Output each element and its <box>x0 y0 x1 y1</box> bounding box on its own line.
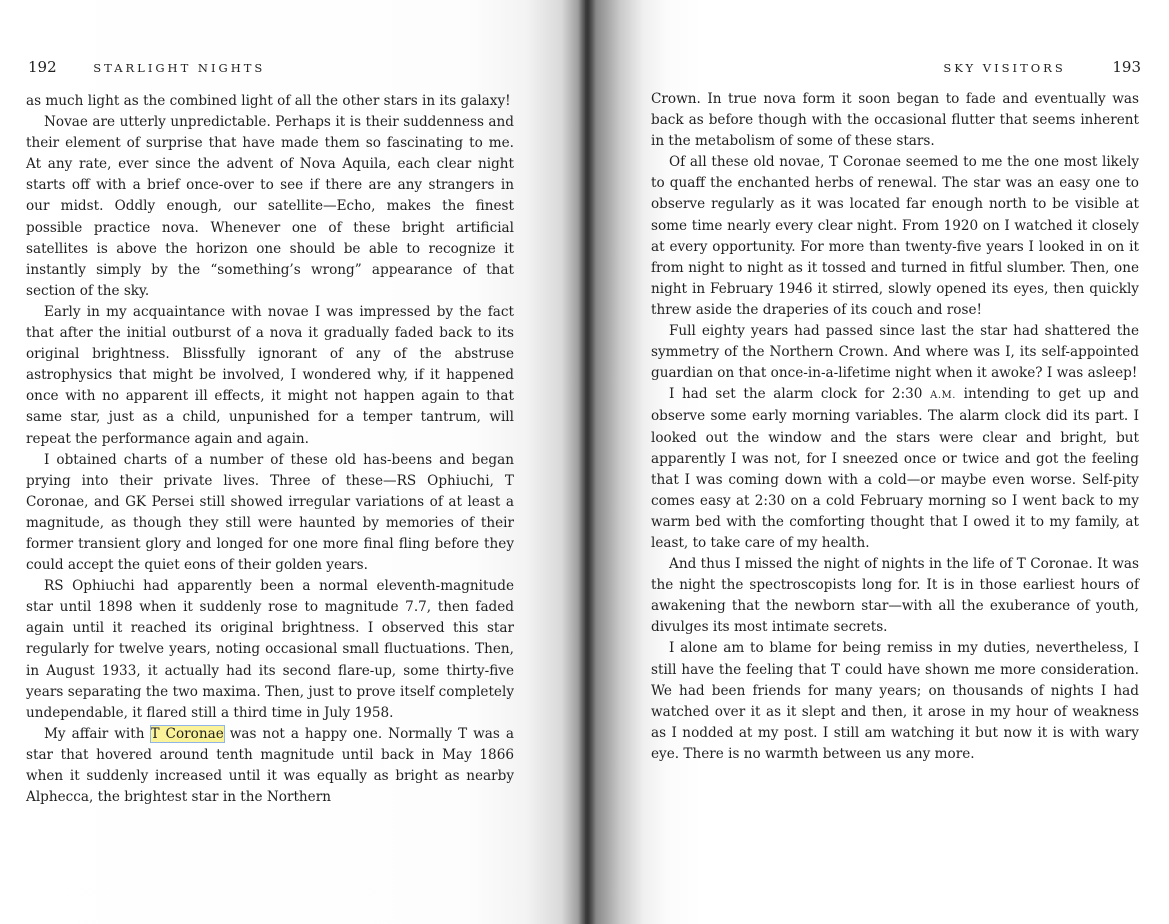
right-paragraph-2: Of all these old novae, T Coronae seemed to me the one most likely to quaff the enchanted herbs of renewal. The star was an easy one to observe regularly as it was located far enough north to be visible at some time nearly every clear night. From 1920 on I watched it closely at every opportunity. For more than twenty-five years I looked in on it from night to night as it tossed and turned in fitful slumber. Then, one night in February 1946 it stirred, slowly opened its eyes, then quickly threw aside the draperies of its couch and rose! <box>651 154 1139 318</box>
right-paragraph-6: I alone am to blame for being remiss in my duties, nevertheless, I still have the feeling that T could have shown me more consideration. We had been friends for many years; on thousands of nights I had watched over it as it slept and then, it arose in my hour of weakness as I nodded at my post. I still am watching it but now it is with wary eye. There is no warmth between us any more. <box>651 640 1139 762</box>
left-paragraph-6-start: My affair with <box>44 725 151 742</box>
right-paragraph-1: Crown. In true nova form it soon began to fade and eventually was back as before though with the occasional flutter that seems inherent in the metabolism of some of these stars. <box>651 91 1139 150</box>
right-paragraph-4 <box>651 384 1139 554</box>
right-page-header <box>641 58 1141 76</box>
left-paragraph-5: RS Ophiuchi had apparently been a normal eleventh-magnitude star until 1898 when it suddenly rose to magnitude 7.7, then faded again until it reached its original brightness. I observed this star regularly for twelve years, noting occasional small fluctuations. Then, in August 1933, it actually had its second flare-up, some thirty-five years separating the two maxima. Then, just to prove itself completely undependable, it flared still a third time in July 1958. <box>26 578 514 721</box>
right-page-number: 193 <box>1112 58 1141 76</box>
left-paragraph-2: Novae are utterly unpredictable. Perhaps it is their suddenness and their element of surprise that have made them so fascinating to me. At any rate, ever since the advent of Nova Aquila, each clear night starts off with a brief once-over to see if there are any strangers in our midst. Oddly enough, our satellite—Echo, makes the finest possible practice nova. Whenever one of these bright artificial satellites is above the horizon one should be able to recognize it instantly simply by the “something’s wrong” appearance of that section of the sky. <box>26 114 514 299</box>
left-page-header <box>28 58 528 76</box>
left-paragraph-6 <box>26 724 514 808</box>
left-page-body <box>26 91 514 808</box>
book-gutter-shadow <box>578 0 596 924</box>
left-paragraph-1: as much light as the combined light of all the other stars in its galaxy! <box>26 93 511 109</box>
left-paragraph-4: I obtained charts of a number of these old has-beens and began prying into their private lives. Three of these—RS Ophiuchi, T Coronae, and GK Persei still showed irregular variations of at least a magnitude, as though they still were haunted by memories of their former transient glory and longed for one more final fling before they could accept the quiet eons of their golden years. <box>26 451 514 574</box>
left-paragraph-3: Early in my acquaintance with novae I was impressed by the fact that after the initial outburst of a nova it gradually faded back to its original brightness. Blissfully ignorant of any of the abstruse astrophysics that might be involved, I wondered why, if it happened once with no apparent ill effects, it might not happen again to that same star, just as a child, unpunished for a temper tantrum, will repeat the performance again and again. <box>26 303 514 447</box>
right-paragraph-5: And thus I missed the night of nights in the life of T Coronae. It was the night the spectroscopists long for. It is in those earliest hours of awakening that the newborn star—with all the exuberance of youth, divulges its most intimate secrets. <box>651 556 1139 636</box>
right-page-body <box>651 89 1139 765</box>
highlighted-text[interactable]: T Coronae <box>150 725 224 742</box>
right-paragraph-4-end: intending to get up and observe some early morning variables. The alarm clock did its part. I looked out the window and the stars were clear and bright, but apparently I was not, for I sneezed once or twice and got the feeling that I was coming down with a cold—or maybe even worse. Self-pity comes easy at 2:30 on a cold February morning so I went back to my warm bed with the comforting thought that I owed it to my family, at least, to take care of my health. <box>651 386 1139 551</box>
right-page <box>585 0 1169 924</box>
left-paragraph-6-end: was not a happy one. Normally T was a star that hovered around tenth magnitude until back in May 1866 when it suddenly increased until it was equally as bright as nearby Alphecca, the brightest star in the Northern <box>26 725 514 806</box>
left-page-number: 192 <box>28 58 57 76</box>
right-paragraph-3: Full eighty years had passed since last the star had shattered the symmetry of the Northern Crown. And where was I, its self-appointed guardian on that once-in-a-lifetime night when it awoke? I was asleep! <box>651 323 1139 382</box>
right-paragraph-4-start: I had set the alarm clock for 2:30 <box>669 386 931 403</box>
left-running-head: STARLIGHT NIGHTS <box>93 61 266 75</box>
right-running-head: SKY VISITORS <box>943 61 1066 75</box>
small-caps-am: A.M. <box>930 390 956 402</box>
